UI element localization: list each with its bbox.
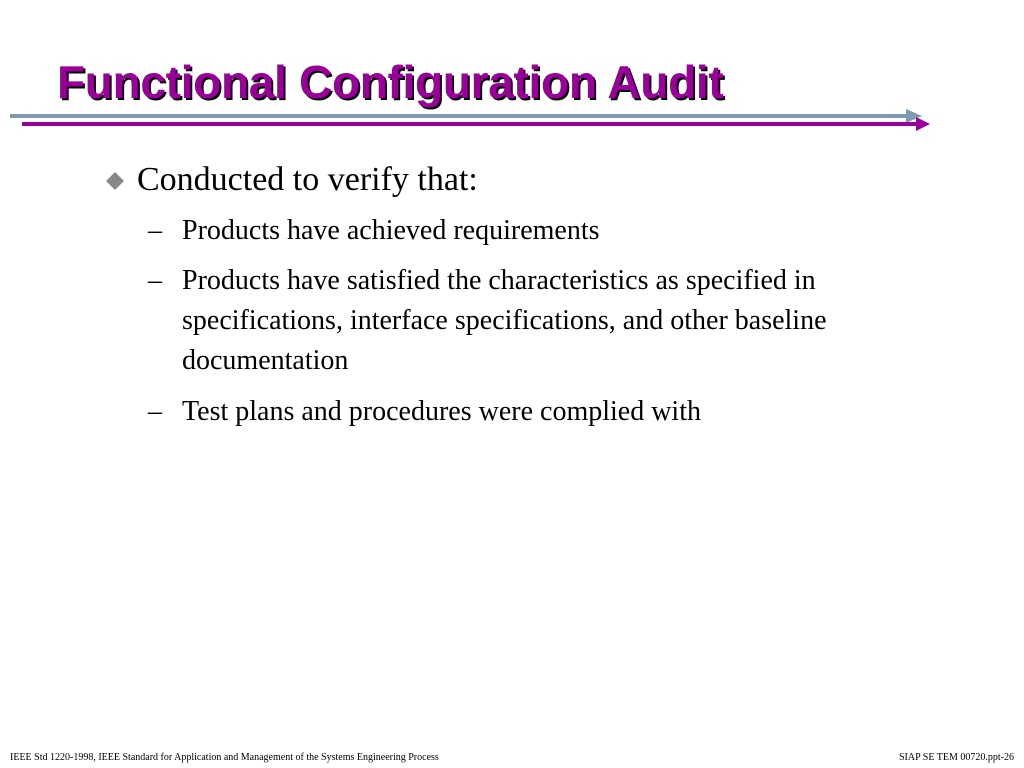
slide-title: Functional Configuration Audit (57, 56, 724, 108)
dash-marker: – (148, 265, 162, 296)
footer-slide-id: SIAP SE TEM 00720.ppt-26 (898, 752, 1014, 763)
sub-item-text: Products have achieved requirements (182, 215, 600, 246)
sub-item-text: Products have satisfied the characteristics as specified in specifications, interface specifications, and other baseline documentation (182, 265, 827, 376)
title-divider (0, 100, 1024, 140)
dash-marker: – (148, 396, 162, 427)
divider-arrow-lower (916, 117, 930, 131)
footer-source: IEEE Std 1220-1998, IEEE Standard for Application and Management of the Systems Engineering Process (10, 752, 439, 763)
diamond-bullet-icon (105, 171, 125, 191)
bullet-text: Conducted to verify that: (137, 161, 478, 198)
sub-item-text: Test plans and procedures were complied with (182, 396, 701, 427)
dash-marker: – (148, 215, 162, 246)
